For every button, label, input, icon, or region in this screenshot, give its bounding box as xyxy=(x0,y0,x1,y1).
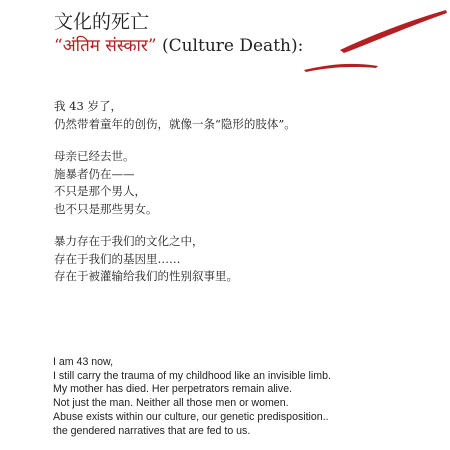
stanza xyxy=(54,233,414,286)
stanza xyxy=(54,98,414,133)
page-title: 文化的死亡 xyxy=(54,11,150,33)
poem-line: 存在于被灌输给我们的性别叙事里。 xyxy=(54,269,238,283)
poem-line: I still carry the trauma of my childhood like an invisible limb. xyxy=(53,369,331,382)
poem-line: 母亲已经去世。 xyxy=(54,149,135,163)
subtitle-hindi: “अंतिम संस्कार” xyxy=(54,36,157,56)
poem-line: 我 43 岁了， xyxy=(54,99,122,113)
poem-line: 仍然带着童年的创伤，就像一条“隐形的肢体”。 xyxy=(54,116,296,131)
poem-line: 暴力存在于我们的文化之中， xyxy=(54,234,204,248)
poem-line: 施暴者仍在—— xyxy=(54,166,135,181)
stanza xyxy=(54,148,414,218)
poem-line: Abuse exists within our culture, our genetic predisposition.. xyxy=(53,410,329,423)
chinese-poem xyxy=(54,98,414,301)
english-poem xyxy=(53,356,443,438)
red-brush-stroke-decoration xyxy=(300,6,450,74)
poem-line: 不只是那个男人， xyxy=(54,184,146,198)
poem-line: 也不只是那些男女。 xyxy=(54,201,158,216)
poem-line: 存在于我们的基因里…… xyxy=(54,251,181,266)
subtitle-english: (Culture Death): xyxy=(161,36,304,56)
poem-line: I am 43 now, xyxy=(53,356,114,368)
poem-line: Not just the man. Neither all those men or women. xyxy=(53,397,289,410)
poem-line: My mother has died. Her perpetrators remain alive. xyxy=(53,383,293,396)
poem-line: the gendered narratives that are fed to us. xyxy=(53,424,251,437)
